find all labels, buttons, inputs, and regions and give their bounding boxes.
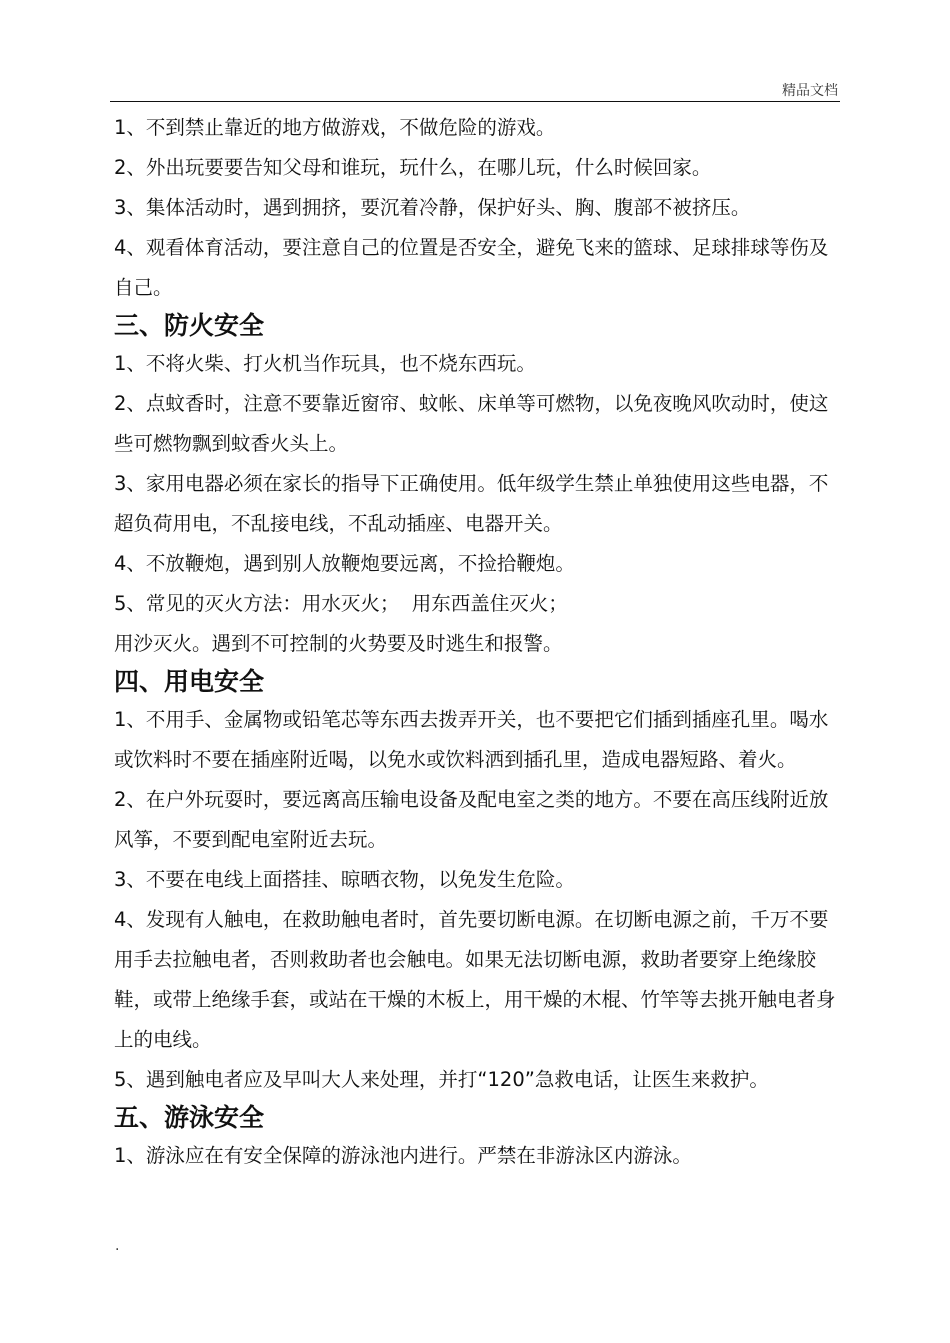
paragraph: 4、不放鞭炮，遇到别人放鞭炮要远离，不捡拾鞭炮。: [114, 552, 575, 575]
section-heading-swimming-safety: 五、游泳安全: [114, 1103, 265, 1132]
header-rule: [110, 101, 840, 102]
section-heading-electric-safety: 四、用电安全: [114, 667, 265, 696]
paragraph: 5、遇到触电者应及早叫大人来处理，并打“120”急救电话，让医生来救护。: [114, 1068, 769, 1091]
paragraph: 5、常见的灭火方法：用水灭火； 用东西盖住灭火；: [114, 592, 568, 615]
header-label: 精品文档: [782, 83, 838, 99]
footer-mark: .: [115, 1238, 120, 1254]
section-heading-fire-safety: 三、防火安全: [114, 311, 265, 340]
paragraph: 1、不将火柴、打火机当作玩具，也不烧东西玩。: [114, 352, 536, 375]
paragraph: 用沙灭火。遇到不可控制的火势要及时逃生和报警。: [114, 632, 563, 655]
paragraph: 4、发现有人触电，在救助触电者时，首先要切断电源。在切断电源之前，千万不要用手去拉触电者，否则救助者也会触电。如果无法切断电源，救助者要穿上绝缘胶鞋，或带上绝缘手套，或站在干燥的木板上，用干燥的木棍、竹竿等去挑开触电者身上的电线。: [114, 908, 836, 1051]
paragraph: 3、不要在电线上面搭挂、晾晒衣物，以免发生危险。: [114, 868, 575, 891]
paragraph: 2、在户外玩耍时，要远离高压输电设备及配电室之类的地方。不要在高压线附近放风筝，不要到配电室附近去玩。: [114, 788, 829, 851]
document-body: [114, 108, 838, 1176]
paragraph: 2、外出玩要要告知父母和谁玩，玩什么，在哪儿玩，什么时候回家。: [114, 156, 712, 179]
paragraph: 1、不到禁止靠近的地方做游戏，不做危险的游戏。: [114, 116, 556, 139]
paragraph: 1、游泳应在有安全保障的游泳池内进行。严禁在非游泳区内游泳。: [114, 1144, 692, 1167]
paragraph: 2、点蚊香时，注意不要靠近窗帘、蚊帐、床单等可燃物，以免夜晚风吹动时，使这些可燃物飘到蚊香火头上。: [114, 392, 829, 455]
paragraph: 3、家用电器必须在家长的指导下正确使用。低年级学生禁止单独使用这些电器，不超负荷用电，不乱接电线，不乱动插座、电器开关。: [114, 472, 829, 535]
paragraph: 4、观看体育活动，要注意自己的位置是否安全，避免飞来的篮球、足球排球等伤及自己。: [114, 236, 829, 299]
paragraph: 3、集体活动时，遇到拥挤，要沉着冷静，保护好头、胸、腹部不被挤压。: [114, 196, 751, 219]
paragraph: 1、不用手、金属物或铅笔芯等东西去拨弄开关，也不要把它们插到插座孔里。喝水或饮料时不要在插座附近喝，以免水或饮料洒到插孔里，造成电器短路、着火。: [114, 708, 829, 771]
